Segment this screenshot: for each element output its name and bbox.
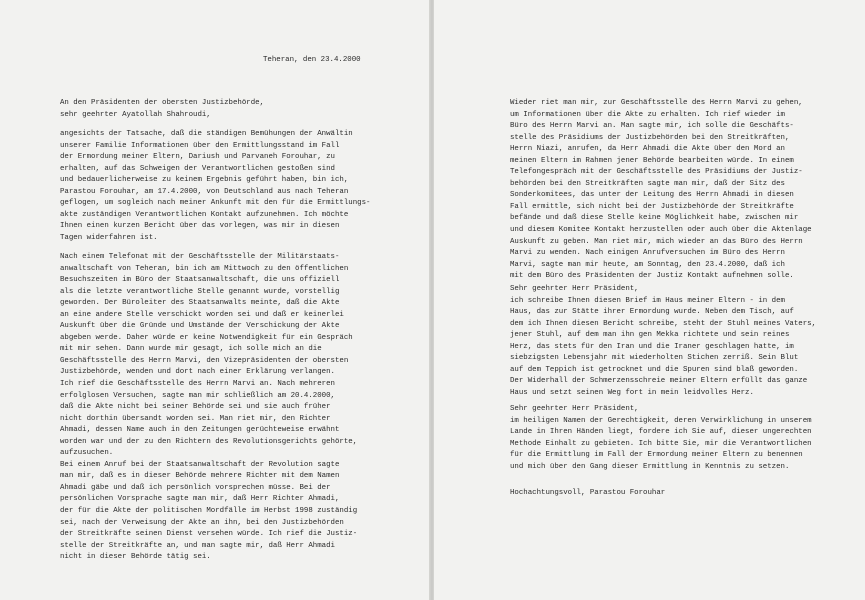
text-line: Geschäftsstelle des Herrn Marvi, den Vizepräsidenten der obersten — [60, 356, 349, 365]
text-line: anwaltschaft von Teheran, bin ich am Mittwoch zu den öffentlichen — [60, 264, 349, 273]
text-line: aufzusuchen. — [60, 449, 114, 458]
text-line: Parastou Forouhar, am 17.4.2000, von Deutschland aus nach Teheran — [60, 187, 349, 196]
text-line: Sehr geehrter Herr Präsident, — [510, 405, 639, 413]
paragraph-4 — [510, 284, 816, 399]
text-line: Lande in Ihren Händen liegt, fordere ich Sie auf, dieser ungerechten — [510, 428, 812, 437]
paragraph-1 — [60, 129, 370, 244]
text-line: akte zuständigen Verantwortlichen Kontakt aufzunehmen. Ich möchte — [60, 210, 349, 219]
text-line: der Streitkräfte seinen Dienst versehen würde. Ich rief die Justiz- — [60, 530, 358, 539]
text-line: Bei einem Anruf bei der Staatsanwaltschaft der Revolution sagte — [60, 460, 340, 469]
text-line: Herz, das stets für den Iran und die Iraner geschlagen hatte, im — [510, 342, 794, 351]
text-line: daß die Akte nicht bei seiner Behörde sei und sie auch früher — [60, 403, 331, 412]
text-line: Herrn Niazi, anrufen, da Herr Ahmadi die Akte über den Mord an — [510, 145, 785, 154]
text-line: Telefongespräch mit der Geschäftsstelle des Präsidiums der Justiz- — [510, 168, 803, 177]
text-line: Auskunft über die Gründe und Umstände der Verschickung der Akte — [60, 322, 340, 331]
text-line: Ahmadi gäbe und daß ich persönlich vorsprechen müsse. Bei der — [60, 483, 331, 492]
text-line: An den Präsidenten der obersten Justizbehörde, — [60, 99, 265, 107]
text-line: nicht dorthin übersandt worden sei. Man riet mir, den Richter — [60, 414, 331, 423]
paragraph-5 — [510, 404, 812, 473]
text-line: Haus, das zur Stätte ihrer Ermordung wurde. Neben dem Tisch, auf — [510, 308, 794, 317]
text-line: im heiligen Namen der Gerechtigkeit, deren Verwirklichung in unserem — [510, 416, 812, 425]
salutation — [60, 98, 264, 121]
text-line: Methode Einhalt zu gebieten. Ich bitte Sie, mir die Verantwortlichen — [510, 439, 812, 448]
text-line: Ahmadi, dessen Name auch in den Zeitungen gerüchteweise erwähnt — [60, 426, 340, 435]
text-line: Marvi, sagte man mir heute, am Sonntag, den 23.4.2000, daß ich — [510, 260, 785, 269]
text-line: unserer Familie Informationen über den Ermittlungsstand im Fall — [60, 141, 340, 150]
text-line: befände und daß diese Stelle keine Möglichkeit habe, zwischen mir — [510, 214, 799, 223]
text-line: Nach einem Telefonat mit der Geschäftsstelle der Militärstaats- — [60, 253, 340, 261]
text-line: Haus und setzt seinen Weg fort in mein leidvolles Herz. — [510, 388, 754, 397]
text-line: abgeben werde. Daher würde er keine Notwendigkeit für ein Gespräch — [60, 333, 353, 342]
text-line: mit mir sehen. Dann wurde mir gesagt, ich solle mich an die — [60, 345, 322, 354]
closing-line: Hochachtungsvoll, Parastou Forouhar — [510, 489, 666, 497]
text-line: Tagen widerfahren ist. — [60, 233, 158, 242]
text-line: Ich rief die Geschäftsstelle des Herrn Marvi an. Nach mehreren — [60, 380, 335, 389]
text-line: Ihnen einen kurzen Bericht über das vorlegen, was mir in diesen — [60, 222, 340, 231]
text-line: als die letzte verantwortliche Stelle genannt wurde, vorstellig — [60, 287, 340, 296]
text-line: behörden bei den Streitkräften sagte man mir, daß der Sitz des — [510, 179, 785, 188]
text-line: stelle des Präsidiums der Justizbehörden bei den Streitkräften, — [510, 133, 790, 142]
text-line: Büro des Herrn Marvi an. Man sagte mir, ich solle die Geschäfts- — [510, 122, 794, 131]
closing — [510, 488, 665, 500]
text-line: und mich über den Gang dieser Ermittlung in Kenntnis zu setzen. — [510, 462, 790, 471]
text-line: um Informationen über die Akte zu erhalten. Ich rief wieder im — [510, 110, 785, 119]
text-line: geflogen, um sogleich nach meiner Ankunft mit den für die Ermittlungs- — [60, 199, 371, 208]
text-line: der Ermordung meiner Eltern, Dariush und Parvaneh Forouhar, zu — [60, 153, 335, 162]
text-line: Wieder riet man mir, zur Geschäftsstelle des Herrn Marvi zu gehen, — [510, 99, 803, 107]
text-line: dem ich Ihnen diesen Bericht schreibe, steht der Stuhl meines Vaters, — [510, 319, 817, 328]
text-line: Marvi zu wenden. Nach einigen Anrufversuchen im Büro des Herrn — [510, 249, 785, 258]
text-line: Sehr geehrter Herr Präsident, — [510, 285, 639, 293]
text-line: persönlichen Vorsprache sagte man mir, daß Herr Richter Ahmadi, — [60, 495, 340, 504]
text-line: worden war und der zu den Richtern des Revolutionsgerichts gehörte, — [60, 437, 358, 446]
text-line: erhalten, auf das Schweigen der Verantwortlichen gestoßen sind — [60, 164, 335, 173]
text-line: Besuchszeiten im Büro der Staatsanwaltschaft, die uns offiziell — [60, 276, 340, 285]
text-line: für die Ermittlung im Fall der Ermordung meiner Eltern zu benennen — [510, 451, 803, 460]
date-line: Teheran, den 23.4.2000 — [263, 56, 361, 64]
text-line: erfolglosen Versuchen, sagte man mir schließlich am 20.4.2000, — [60, 391, 335, 400]
text-line: der für die Akte der politischen Mordfälle im Herbst 1998 zuständig — [60, 507, 358, 516]
text-line: siebzigsten Lebensjahr mit wiederholten Stichen zerriß. Sein Blut — [510, 354, 799, 363]
text-line: ich schreibe Ihnen diesen Brief im Haus meiner Eltern - in dem — [510, 296, 785, 305]
paragraph-2 — [60, 252, 357, 564]
text-line: auf dem Teppich ist getrocknet und die Spuren sind blaß geworden. — [510, 365, 799, 374]
right-page — [434, 0, 865, 600]
text-line: an eine andere Stelle verschickt worden sei und daß er keinerlei — [60, 310, 344, 319]
text-line: mit dem Büro des Präsidenten der Justiz Kontakt aufnehmen solle. — [510, 272, 794, 281]
paragraph-3 — [510, 98, 812, 283]
text-line: meinen Eltern im Rahmen jener Behörde bearbeiten würde. In einem — [510, 156, 794, 165]
text-line: Fall ermittle, sich nicht bei der Justizbehörde der Streitkräfte — [510, 202, 794, 211]
text-line: Justizbehörde, wenden und dort nach einer Erklärung verlangen. — [60, 368, 335, 377]
text-line: Sonderkomitees, das unter der Leitung des Herrn Ahmadi in diesen — [510, 191, 794, 200]
text-line: man mir, daß es in dieser Behörde mehrere Richter mit dem Namen — [60, 472, 340, 481]
text-line: jener Stuhl, auf dem man ihn gen Mekka richtete und sein reines — [510, 331, 790, 340]
text-line: geworden. Der Büroleiter des Staatsanwalts meinte, daß die Akte — [60, 299, 340, 308]
text-line: nicht in dieser Behörde tätig sei. — [60, 553, 211, 562]
left-page — [0, 0, 430, 600]
text-line: und diesem Komitee Kontakt herzustellen oder auch über die Aktenlage — [510, 226, 812, 235]
text-line: Der Widerhall der Schmerzensschreie meiner Eltern erfüllt das ganze — [510, 377, 808, 386]
text-line: und bedauerlicherweise zu keinem Ergebnis geführt haben, bin ich, — [60, 176, 349, 185]
text-line: stelle der Streitkräfte an, und man sagte mir, daß Herr Ahmadi — [60, 541, 335, 550]
text-line: Auskunft zu geben. Man riet mir, mich wieder an das Büro des Herrn — [510, 237, 803, 246]
text-line: sei, nach der Verweisung der Akte an ihn, bei den Justizbehörden — [60, 518, 344, 527]
text-line: sehr geehrter Ayatollah Shahroudi, — [60, 110, 211, 119]
text-line: angesichts der Tatsache, daß die ständigen Bemühungen der Anwältin — [60, 130, 353, 138]
